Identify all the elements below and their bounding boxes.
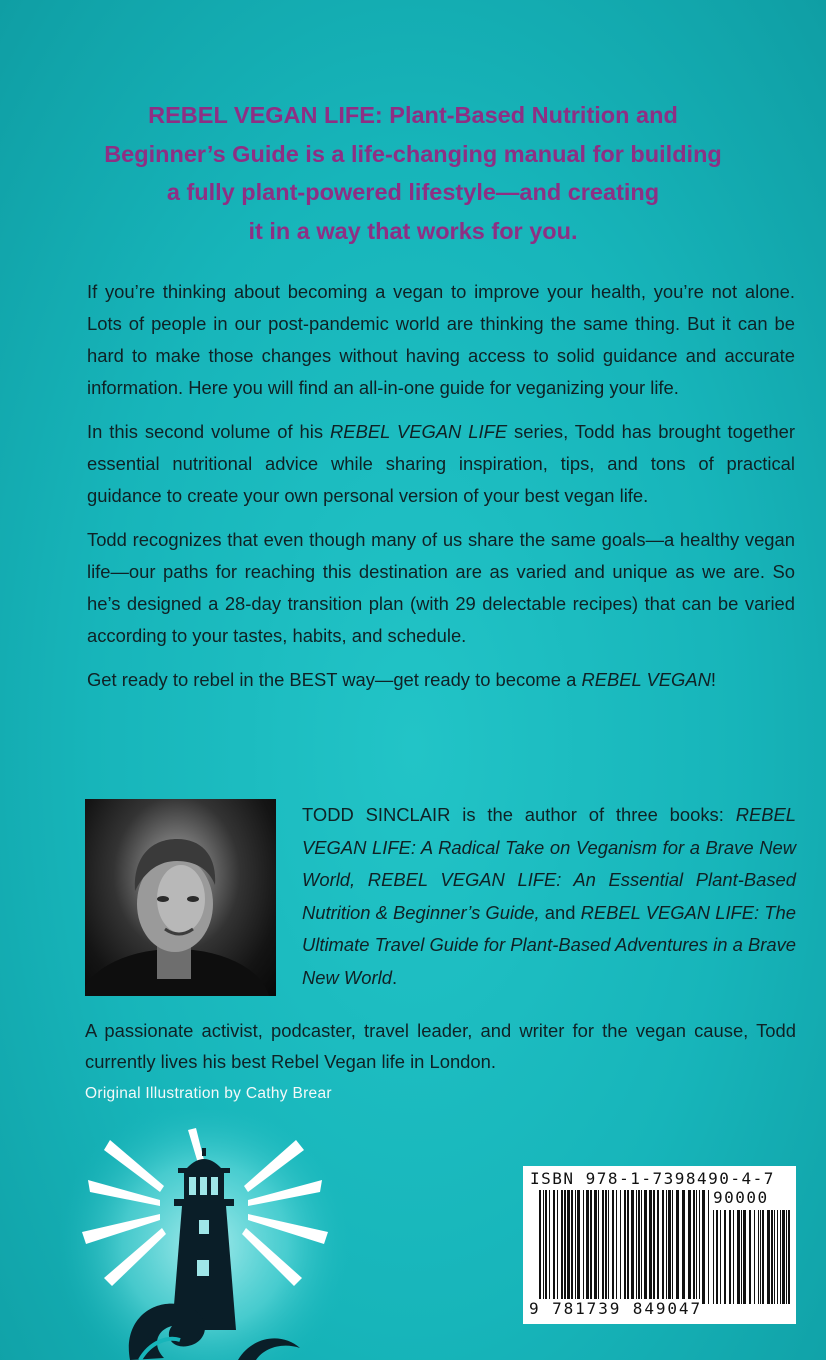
barcode-bar (693, 1190, 695, 1304)
barcode-bar (636, 1190, 637, 1304)
barcode-bar (564, 1190, 566, 1304)
illustration-credit: Original Illustration by Cathy Brear (85, 1085, 332, 1102)
barcode-bar (539, 1190, 541, 1304)
barcode-bar (716, 1210, 718, 1304)
paragraph-1: If you’re thinking about becoming a vegan to improve your health, you’re not alone. Lots of people in our post-pandemic world are thinking the same thing. But it can be hard to make those changes without having access to solid guidance and accurate information. Here you will find an all-in-one guide for veganizing your life. (87, 281, 795, 398)
barcode-bar (567, 1190, 570, 1304)
barcode-bar (624, 1190, 626, 1304)
ean-number: 9 781739 849047 (529, 1299, 702, 1318)
barcode-bar (583, 1190, 584, 1304)
barcode-bar (620, 1190, 621, 1304)
barcode-bar (777, 1210, 778, 1304)
barcode-bar (737, 1210, 740, 1304)
headline-line-1: REBEL VEGAN LIFE: Plant-Based Nutrition and (148, 102, 678, 128)
barcode-bar (771, 1210, 773, 1304)
author-bio (302, 799, 796, 994)
barcode-bar (762, 1210, 764, 1304)
paragraph-2 (87, 416, 795, 512)
author-closing-paragraph: A passionate activist, podcaster, travel leader, and writer for the vegan cause, Todd currently lives his best Rebel Vegan life in London. (85, 1020, 796, 1072)
paragraph-2-start: In this second volume of his (87, 421, 331, 442)
barcode-bar (788, 1210, 790, 1304)
barcode-bar (594, 1190, 597, 1304)
author-photo (85, 799, 276, 996)
barcode-bar (605, 1190, 607, 1304)
barcode-bar (590, 1190, 592, 1304)
barcode-bar (733, 1210, 734, 1304)
barcode-bar (549, 1190, 550, 1304)
barcode-bar (741, 1210, 742, 1304)
barcode-bar (782, 1210, 785, 1304)
paragraph-4-end: ! (710, 669, 717, 690)
barcode-bar (760, 1210, 761, 1304)
barcode-bar (598, 1190, 599, 1304)
barcode-bar (743, 1210, 746, 1304)
headline-line-3: a fully plant-powered lifestyle—and creating (166, 179, 660, 205)
rebel-vegan-emphasis: REBEL VEGAN (581, 669, 711, 690)
barcode-bar (666, 1190, 667, 1304)
barcode-bar (754, 1210, 755, 1304)
headline-blurb (60, 96, 766, 250)
barcode-bar (668, 1190, 671, 1304)
barcode-bar (543, 1190, 544, 1304)
headline-line-2: Beginner’s Guide is a life-changing manual for building (104, 140, 722, 167)
book-title-3: REBEL VEGAN LIFE: The Ultimate Travel Guide for Plant-Based Adventures in a Brave New World (302, 901, 796, 988)
barcode-bar (724, 1210, 726, 1304)
headline-line-4: it in a way that works for you. (248, 217, 578, 244)
barcode-bar (641, 1190, 642, 1304)
barcode-bar (708, 1190, 709, 1304)
price-code: 90000 (713, 1188, 769, 1207)
barcode-bar (627, 1190, 629, 1304)
barcode-bar (608, 1190, 609, 1304)
bio-intro: TODD SINCLAIR is the author of three books: (302, 804, 736, 825)
barcode-bar (612, 1190, 614, 1304)
barcode-bar (682, 1190, 685, 1304)
barcode-bar (713, 1210, 714, 1304)
barcode-bar (649, 1190, 652, 1304)
book-title-2: REBEL VEGAN LIFE: An Essential Plant-Based Nutrition & Beginner’s Guide, (302, 869, 796, 923)
paragraph-2-end: series, Todd has brought together essential nutritional advice while sharing inspiration, tips, and tons of practical guidance to create your own personal version of your best vegan life. (87, 421, 795, 506)
description-body (87, 276, 795, 708)
barcode-bar (758, 1210, 759, 1304)
barcode-bar (602, 1190, 604, 1304)
barcode-bar (780, 1210, 781, 1304)
barcode-bar (688, 1190, 691, 1304)
barcode-bar (702, 1190, 705, 1304)
barcode-bar (631, 1190, 634, 1304)
barcode-bar (699, 1190, 700, 1304)
bio-end: . (391, 966, 398, 988)
barcode-bar (644, 1190, 647, 1304)
isbn-barcode (523, 1166, 796, 1324)
barcode-bar (575, 1190, 576, 1304)
barcode-bar (653, 1190, 655, 1304)
barcode-bar (774, 1210, 775, 1304)
barcode-bar (561, 1190, 563, 1304)
bio-separator-1 (355, 869, 368, 890)
paragraph-3: Todd recognizes that even though many of us share the same goals—a healthy vegan life—our paths for reaching this destination are as varied and unique as we are. So he’s designed a 28-day transition plan (with 29 delectable recipes) that can be varied according to your tastes, habits, and schedule. (87, 529, 795, 646)
lighthouse-illustration (60, 1110, 350, 1360)
barcode-bar (729, 1210, 731, 1304)
barcode-bar (557, 1190, 558, 1304)
author-portrait-graphic (85, 799, 276, 996)
barcode-bar (553, 1190, 555, 1304)
barcode-bar (571, 1190, 573, 1304)
barcode-bar (672, 1190, 673, 1304)
paragraph-4 (87, 664, 795, 696)
barcode-bar (545, 1190, 547, 1304)
barcode-bar (696, 1190, 697, 1304)
barcode-bar (786, 1210, 787, 1304)
barcode-bar (586, 1190, 589, 1304)
bio-separator-2: and (539, 901, 581, 923)
book-title-1: REBEL VEGAN LIFE: A Radical Take on Veganism for a Brave New World, (302, 804, 796, 890)
paragraph-4-start: Get ready to rebel in the BEST way—get ready to become a (87, 669, 582, 690)
barcode-bar (577, 1190, 580, 1304)
barcode-bar (616, 1190, 617, 1304)
barcode-bar (749, 1210, 751, 1304)
barcode-bar (720, 1210, 721, 1304)
isbn-number: ISBN 978-1-7398490-4-7 (530, 1169, 775, 1188)
barcode-bar (638, 1190, 640, 1304)
barcode-bar (676, 1190, 679, 1304)
barcode-bar (657, 1190, 659, 1304)
series-title: REBEL VEGAN LIFE (330, 421, 508, 442)
barcode-bar (767, 1210, 770, 1304)
barcode-bar (662, 1190, 664, 1304)
